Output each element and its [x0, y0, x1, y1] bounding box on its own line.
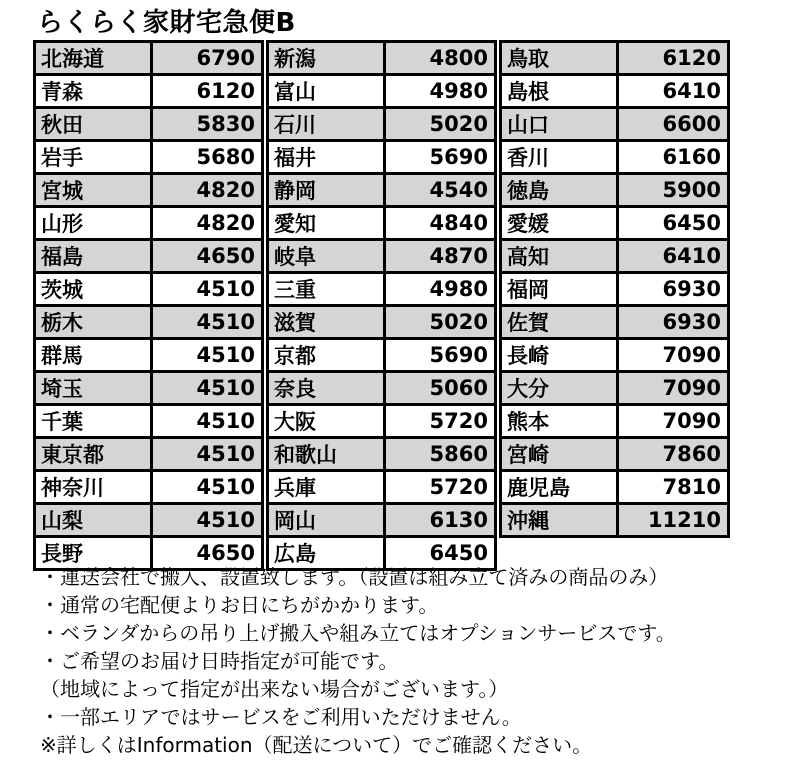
price-cell: 5060: [385, 372, 496, 405]
price-cell: 4510: [152, 372, 263, 405]
table-row: [501, 108, 729, 141]
prefecture-cell: 福井: [268, 141, 385, 174]
price-cell: 6130: [385, 504, 496, 537]
table-row: [35, 42, 263, 75]
prefecture-cell: 茨城: [35, 273, 152, 306]
prefecture-cell: 千葉: [35, 405, 152, 438]
prefecture-cell: 秋田: [35, 108, 152, 141]
prefecture-cell: 滋賀: [268, 306, 385, 339]
price-cell: 4510: [152, 504, 263, 537]
price-cell: 4820: [152, 207, 263, 240]
prefecture-cell: 鹿児島: [501, 471, 618, 504]
price-cell: 6120: [152, 75, 263, 108]
price-table-column-2: [266, 40, 497, 571]
table-row: [35, 174, 263, 207]
price-cell: 4650: [152, 240, 263, 273]
prefecture-cell: 宮城: [35, 174, 152, 207]
price-cell: 4510: [152, 405, 263, 438]
price-cell: 4980: [385, 75, 496, 108]
price-cell: 6930: [618, 273, 729, 306]
price-cell: 6930: [618, 306, 729, 339]
note-line: ・一部エリアではサービスをご利用いただけません。: [40, 705, 522, 729]
price-cell: 4510: [152, 339, 263, 372]
price-cell: 6450: [385, 537, 496, 570]
prefecture-cell: 岩手: [35, 141, 152, 174]
prefecture-cell: 長崎: [501, 339, 618, 372]
prefecture-cell: 岡山: [268, 504, 385, 537]
prefecture-cell: 石川: [268, 108, 385, 141]
prefecture-cell: 青森: [35, 75, 152, 108]
price-cell: 5020: [385, 306, 496, 339]
table-row: [268, 207, 496, 240]
price-cell: 4510: [152, 471, 263, 504]
price-cell: 5900: [618, 174, 729, 207]
table-row: [268, 174, 496, 207]
prefecture-cell: 岐阜: [268, 240, 385, 273]
prefecture-cell: 福岡: [501, 273, 618, 306]
prefecture-cell: 神奈川: [35, 471, 152, 504]
price-cell: 5720: [385, 405, 496, 438]
price-cell: 6410: [618, 240, 729, 273]
note-line: （地域によって指定が出来ない場合がございます。）: [40, 677, 509, 701]
note-line: ・ご希望のお届け日時指定が可能です。: [40, 649, 399, 673]
table-row: [501, 240, 729, 273]
prefecture-cell: 埼玉: [35, 372, 152, 405]
note-line: ・ベランダからの吊り上げ搬入や組み立てはオプションサービスです。: [40, 621, 676, 645]
table-row: [268, 405, 496, 438]
prefecture-cell: 長野: [35, 537, 152, 570]
price-cell: 5690: [385, 141, 496, 174]
table-row: [35, 240, 263, 273]
table-row: [35, 504, 263, 537]
table-row: [35, 75, 263, 108]
price-cell: 4840: [385, 207, 496, 240]
prefecture-cell: 熊本: [501, 405, 618, 438]
table-row: [35, 141, 263, 174]
table-row: [268, 141, 496, 174]
prefecture-cell: 高知: [501, 240, 618, 273]
price-cell: 4870: [385, 240, 496, 273]
table-row: [268, 75, 496, 108]
table-row: [501, 306, 729, 339]
price-cell: 4650: [152, 537, 263, 570]
prefecture-cell: 静岡: [268, 174, 385, 207]
table-row: [268, 438, 496, 471]
delivery-notes: [40, 563, 676, 759]
price-cell: 5690: [385, 339, 496, 372]
table-row: [501, 75, 729, 108]
price-cell: 7090: [618, 339, 729, 372]
prefecture-cell: 山口: [501, 108, 618, 141]
prefecture-cell: 三重: [268, 273, 385, 306]
price-cell: 6160: [618, 141, 729, 174]
price-cell: 6120: [618, 42, 729, 75]
table-row: [501, 42, 729, 75]
price-cell: 6600: [618, 108, 729, 141]
table-row: [501, 372, 729, 405]
table-row: [268, 240, 496, 273]
note-line: ・運送会社で搬入、設置致します。（設置は組み立て済みの商品のみ）: [40, 565, 669, 589]
prefecture-cell: 奈良: [268, 372, 385, 405]
price-cell: 4540: [385, 174, 496, 207]
table-row: [501, 207, 729, 240]
prefecture-cell: 沖縄: [501, 504, 618, 537]
prefecture-cell: 東京都: [35, 438, 152, 471]
price-cell: 5680: [152, 141, 263, 174]
table-row: [35, 207, 263, 240]
table-row: [35, 108, 263, 141]
price-cell: 5020: [385, 108, 496, 141]
prefecture-cell: 宮崎: [501, 438, 618, 471]
price-cell: 11210: [618, 504, 729, 537]
price-cell: 7090: [618, 405, 729, 438]
table-row: [501, 405, 729, 438]
table-row: [268, 306, 496, 339]
table-row: [268, 471, 496, 504]
prefecture-cell: 大阪: [268, 405, 385, 438]
price-cell: 4800: [385, 42, 496, 75]
table-row: [501, 471, 729, 504]
prefecture-cell: 群馬: [35, 339, 152, 372]
table-row: [268, 108, 496, 141]
prefecture-cell: 北海道: [35, 42, 152, 75]
price-cell: 4510: [152, 273, 263, 306]
table-row: [35, 273, 263, 306]
price-cell: 7860: [618, 438, 729, 471]
table-row: [268, 42, 496, 75]
prefecture-cell: 鳥取: [501, 42, 618, 75]
table-row: [35, 471, 263, 504]
table-row: [501, 174, 729, 207]
prefecture-cell: 愛知: [268, 207, 385, 240]
price-cell: 6410: [618, 75, 729, 108]
price-cell: 4510: [152, 306, 263, 339]
price-table-column-1: [33, 40, 264, 571]
price-table: [266, 40, 497, 571]
prefecture-cell: 富山: [268, 75, 385, 108]
note-line: ・通常の宅配便よりお日にちがかかります。: [40, 593, 439, 617]
price-table: [499, 40, 730, 538]
prefecture-cell: 愛媛: [501, 207, 618, 240]
prefecture-cell: 和歌山: [268, 438, 385, 471]
table-row: [35, 372, 263, 405]
prefecture-cell: 広島: [268, 537, 385, 570]
prefecture-cell: 島根: [501, 75, 618, 108]
note-line: ※詳しくはInformation（配送について）でご確認ください。: [40, 733, 593, 757]
price-cell: 7810: [618, 471, 729, 504]
table-row: [501, 438, 729, 471]
price-cell: 4510: [152, 438, 263, 471]
table-row: [268, 504, 496, 537]
table-row: [35, 339, 263, 372]
price-table: [33, 40, 264, 571]
price-table-column-3: [499, 40, 730, 538]
prefecture-price-table: [33, 40, 730, 571]
prefecture-cell: 徳島: [501, 174, 618, 207]
price-cell: 7090: [618, 372, 729, 405]
price-cell: 6450: [618, 207, 729, 240]
prefecture-cell: 山形: [35, 207, 152, 240]
prefecture-cell: 栃木: [35, 306, 152, 339]
table-row: [268, 339, 496, 372]
table-row: [35, 438, 263, 471]
table-row: [268, 273, 496, 306]
price-cell: 5860: [385, 438, 496, 471]
prefecture-cell: 新潟: [268, 42, 385, 75]
prefecture-cell: 佐賀: [501, 306, 618, 339]
prefecture-cell: 京都: [268, 339, 385, 372]
price-cell: 4820: [152, 174, 263, 207]
table-row: [501, 339, 729, 372]
prefecture-cell: 香川: [501, 141, 618, 174]
price-cell: 5830: [152, 108, 263, 141]
prefecture-cell: 福島: [35, 240, 152, 273]
table-row: [35, 405, 263, 438]
table-row: [501, 141, 729, 174]
prefecture-cell: 大分: [501, 372, 618, 405]
table-row: [501, 504, 729, 537]
table-row: [501, 273, 729, 306]
price-cell: 5720: [385, 471, 496, 504]
price-cell: 6790: [152, 42, 263, 75]
table-row: [268, 372, 496, 405]
prefecture-cell: 兵庫: [268, 471, 385, 504]
prefecture-cell: 山梨: [35, 504, 152, 537]
price-cell: 4980: [385, 273, 496, 306]
table-row: [35, 306, 263, 339]
page-title: らくらく家財宅急便B: [37, 8, 296, 38]
